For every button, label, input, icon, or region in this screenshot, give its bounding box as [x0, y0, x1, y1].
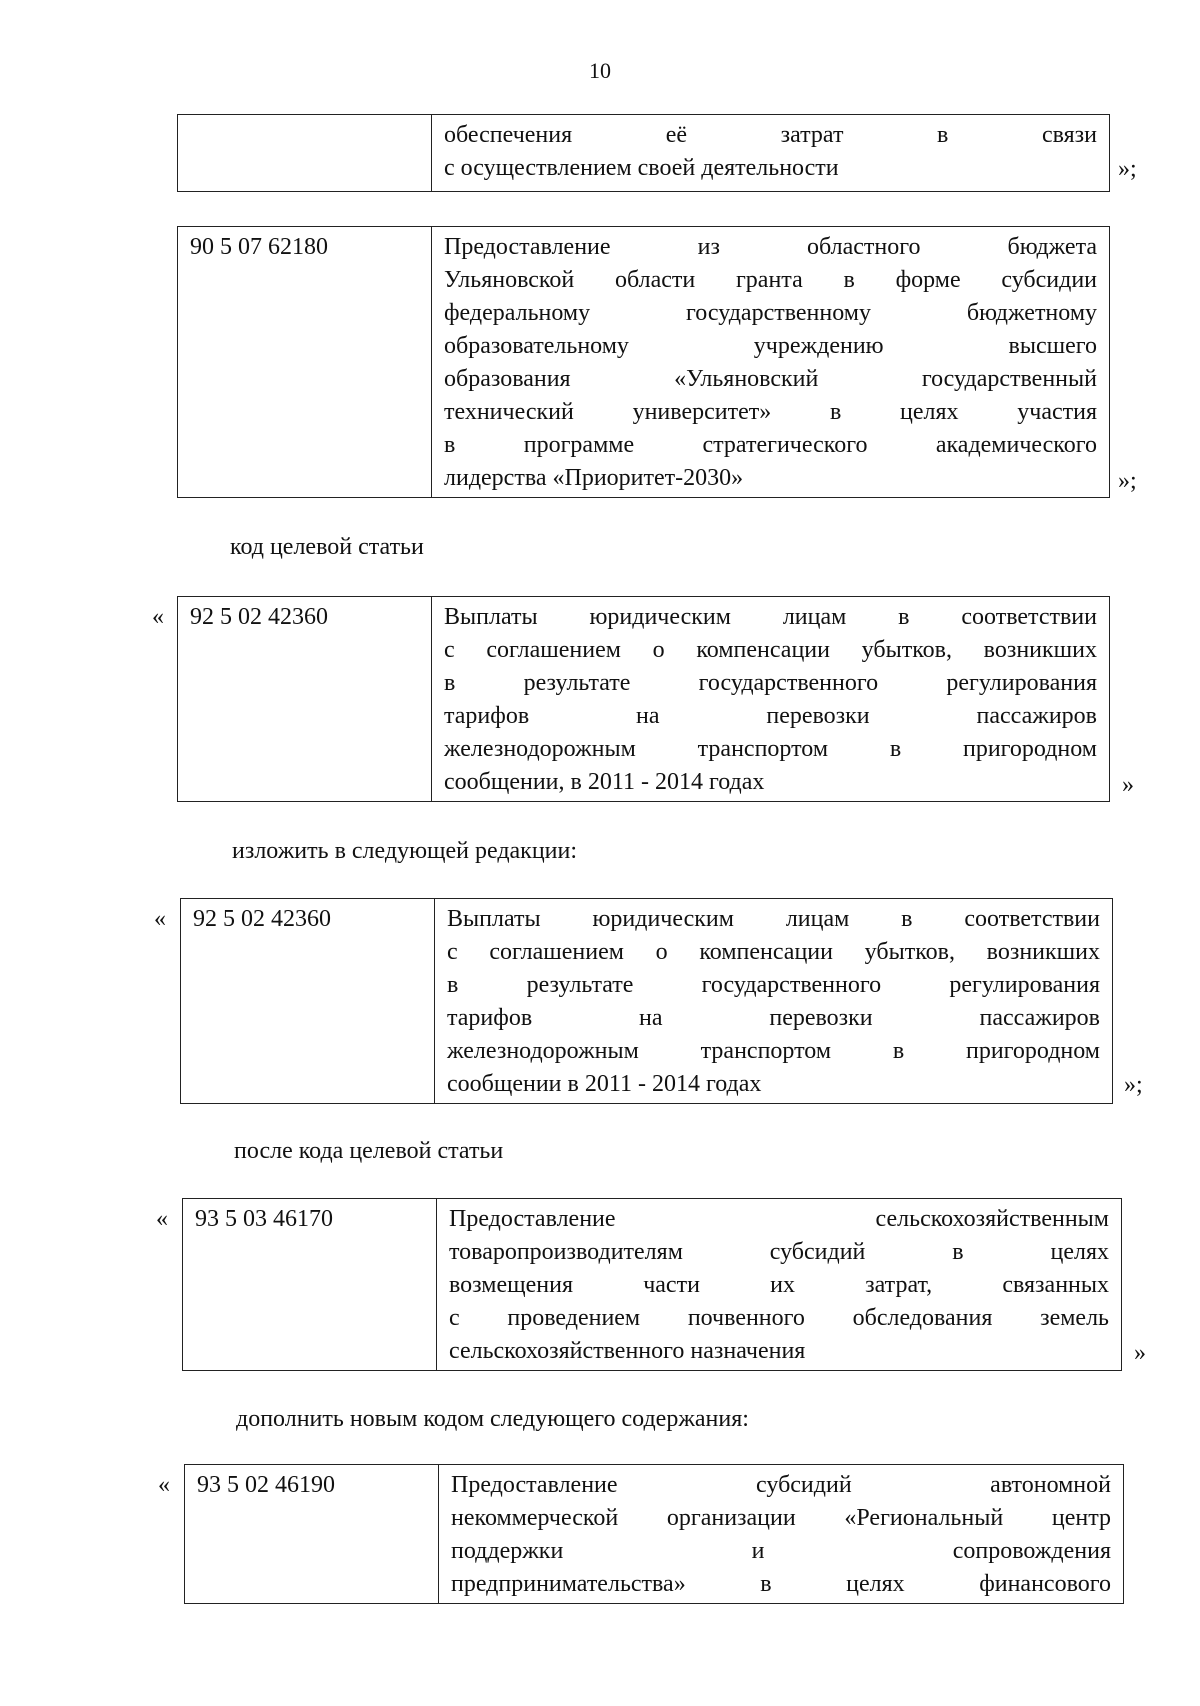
paragraph-text: после кода целевой статьи	[234, 1138, 504, 1164]
description-line: образовательному учреждению высшего	[444, 333, 1097, 359]
description-line: поддержки и сопровождения	[451, 1538, 1111, 1564]
code-row-table	[182, 1198, 1122, 1371]
description-cell	[437, 1199, 1122, 1371]
code-cell	[178, 115, 432, 192]
open-quote: «	[158, 1472, 170, 1498]
code-row-table	[180, 898, 1113, 1104]
description-line: лидерства «Приоритет-2030»	[444, 465, 744, 491]
description-line: Предоставление из областного бюджета	[444, 234, 1097, 260]
description-line: сообщении в 2011 - 2014 годах	[447, 1071, 762, 1097]
code-cell: 93 5 03 46170	[183, 1199, 437, 1371]
code-cell: 92 5 02 42360	[178, 597, 432, 802]
code-row-table	[184, 1464, 1124, 1604]
code-row-table	[177, 226, 1110, 498]
description-cell	[439, 1465, 1124, 1604]
code-row-table	[177, 114, 1110, 192]
description-line: с соглашением о компенсации убытков, возникших	[444, 637, 1097, 663]
close-quote: »	[1134, 1340, 1146, 1366]
description-line: Ульяновской области гранта в форме субсидии	[444, 267, 1097, 293]
code-cell: 93 5 02 46190	[185, 1465, 439, 1604]
description-line: тарифов на перевозки пассажиров	[444, 703, 1097, 729]
code-row-table	[177, 596, 1110, 802]
open-quote: «	[154, 906, 166, 932]
description-line: федеральному государственному бюджетному	[444, 300, 1097, 326]
page-number: 10	[589, 58, 611, 83]
description-line: образования «Ульяновский государственный	[444, 366, 1097, 392]
description-line: в программе стратегического академического	[444, 432, 1097, 458]
description-line: возмещения части их затрат, связанных	[449, 1272, 1109, 1298]
description-cell	[432, 597, 1110, 802]
description-line: Предоставление субсидий автономной	[451, 1472, 1111, 1498]
description-line: Предоставление сельскохозяйственным	[449, 1206, 1109, 1232]
description-line: некоммерческой организации «Региональный центр	[451, 1505, 1111, 1531]
description-line: обеспечения её затрат в связи	[444, 122, 1097, 148]
paragraph-text: изложить в следующей редакции:	[232, 838, 578, 864]
open-quote: «	[156, 1206, 168, 1232]
close-quote: »;	[1118, 156, 1137, 182]
description-line: с соглашением о компенсации убытков, возникших	[447, 939, 1100, 965]
open-quote: «	[152, 604, 164, 630]
description-line: с осуществлением своей деятельности	[444, 155, 839, 181]
description-line: железнодорожным транспортом в пригородном	[444, 736, 1097, 762]
description-cell	[432, 227, 1110, 498]
paragraph-text: код целевой статьи	[230, 534, 424, 560]
description-line: товаропроизводителям субсидий в целях	[449, 1239, 1109, 1265]
code-cell: 92 5 02 42360	[181, 899, 435, 1104]
paragraph-text: дополнить новым кодом следующего содержания:	[236, 1406, 749, 1432]
description-line: сообщении, в 2011 - 2014 годах	[444, 769, 765, 795]
close-quote: »	[1122, 772, 1134, 798]
description-line: Выплаты юридическим лицам в соответствии	[447, 906, 1100, 932]
description-line: железнодорожным транспортом в пригородном	[447, 1038, 1100, 1064]
description-line: технический университет» в целях участия	[444, 399, 1097, 425]
description-cell	[432, 115, 1110, 192]
code-cell: 90 5 07 62180	[178, 227, 432, 498]
description-line: предпринимательства» в целях финансового	[451, 1571, 1111, 1597]
close-quote: »;	[1124, 1072, 1143, 1098]
description-line: тарифов на перевозки пассажиров	[447, 1005, 1100, 1031]
description-line: в результате государственного регулирования	[444, 670, 1097, 696]
description-cell	[435, 899, 1113, 1104]
description-line: сельскохозяйственного назначения	[449, 1338, 806, 1364]
description-line: Выплаты юридическим лицам в соответствии	[444, 604, 1097, 630]
description-line: с проведением почвенного обследования земель	[449, 1305, 1109, 1331]
description-line: в результате государственного регулирования	[447, 972, 1100, 998]
close-quote: »;	[1118, 468, 1137, 494]
